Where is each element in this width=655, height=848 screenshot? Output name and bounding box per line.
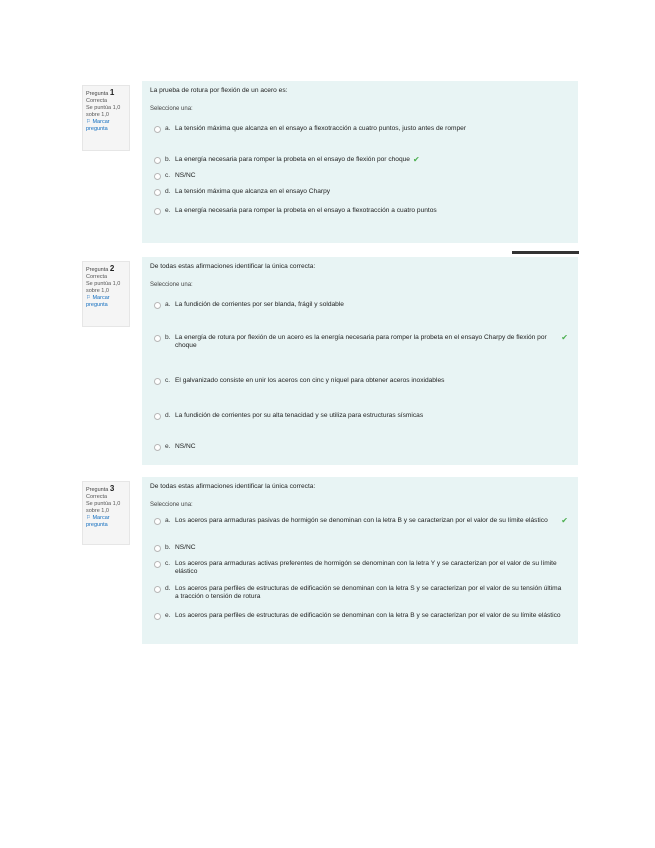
answer-option-b[interactable]: b. NS/NC bbox=[154, 544, 564, 552]
question-info-1 bbox=[82, 85, 130, 151]
answer-option-e[interactable]: e. La energía necesaria para romper la probeta en el ensayo a flexotracción a cuatro puntos bbox=[154, 207, 564, 215]
radio-button[interactable] bbox=[154, 444, 161, 451]
flag-icon: ⚐ bbox=[86, 515, 91, 521]
answer-prompt: Seleccione una: bbox=[150, 282, 193, 288]
answer-prompt: Seleccione una: bbox=[150, 106, 193, 112]
answer-option-d[interactable]: d. La tensión máxima que alcanza en el ensayo Charpy bbox=[154, 188, 564, 196]
radio-button[interactable] bbox=[154, 157, 161, 164]
question-status: Correcta bbox=[86, 98, 108, 104]
flag-icon: ⚐ bbox=[86, 295, 91, 301]
question-number: Pregunta 1 bbox=[86, 88, 115, 97]
answer-option-a[interactable]: a. La tensión máxima que alcanza en el ensayo a flexotracción a cuatro puntos, justo antes de romper bbox=[154, 125, 564, 133]
answer-option-c[interactable]: c. NS/NC bbox=[154, 172, 564, 180]
question-content-2 bbox=[142, 257, 578, 465]
radio-button[interactable] bbox=[154, 173, 161, 180]
question-text: De todas estas afirmaciones identificar la única correcta: bbox=[150, 263, 316, 270]
question-text: La prueba de rotura por flexión de un acero es: bbox=[150, 87, 288, 94]
flag-icon: ⚐ bbox=[86, 119, 91, 125]
question-score: Se puntúa 1,0 sobre 1,0 bbox=[86, 501, 121, 514]
radio-button[interactable] bbox=[154, 378, 161, 385]
check-icon: ✔ bbox=[412, 155, 420, 164]
question-info-2 bbox=[82, 261, 130, 327]
question-score: Se puntúa 1,0 sobre 1,0 bbox=[86, 105, 121, 118]
flag-question-link[interactable]: ⚐ Marcar pregunta bbox=[86, 295, 110, 308]
answer-option-b[interactable]: b. La energía necesaria para romper la probeta en el ensayo de flexión por choque ✔ bbox=[154, 156, 564, 164]
divider bbox=[512, 251, 579, 254]
answer-option-a[interactable]: a. La fundición de corrientes por ser blanda, frágil y soldable bbox=[154, 301, 564, 309]
check-icon: ✔ bbox=[561, 516, 568, 525]
radio-button[interactable] bbox=[154, 518, 161, 525]
answer-option-d[interactable]: d. Los aceros para perfiles de estructuras de edificación se denominan con la letra S y se caracterizan por el valor de su tensión última a tracción o tensión de rotura bbox=[154, 585, 564, 601]
answer-prompt: Seleccione una: bbox=[150, 502, 193, 508]
answer-option-c[interactable]: c. El galvanizado consiste en unir los aceros con cinc y níquel para obtener aceros inoxidables bbox=[154, 377, 564, 385]
question-content-1 bbox=[142, 81, 578, 243]
question-text: De todas estas afirmaciones identificar la única correcta: bbox=[150, 483, 316, 490]
answer-option-e[interactable]: e. Los aceros para perfiles de estructuras de edificación se denominan con la letra B y se caracterizan por el valor de su límite elástico bbox=[154, 612, 564, 620]
radio-button[interactable] bbox=[154, 561, 161, 568]
radio-button[interactable] bbox=[154, 613, 161, 620]
question-info-3 bbox=[82, 481, 130, 545]
question-status: Correcta bbox=[86, 274, 108, 280]
flag-question-link[interactable]: ⚐ Marcar pregunta bbox=[86, 119, 110, 132]
radio-button[interactable] bbox=[154, 208, 161, 215]
answer-option-a[interactable]: a. Los aceros para armaduras pasivas de hormigón se denominan con la letra B y se caracterizan por el valor de su límite elástico ✔ bbox=[154, 517, 564, 525]
check-icon: ✔ bbox=[561, 333, 568, 342]
radio-button[interactable] bbox=[154, 586, 161, 593]
answer-option-e[interactable]: e. NS/NC bbox=[154, 443, 564, 451]
question-status: Correcta bbox=[86, 494, 108, 500]
flag-question-link[interactable]: ⚐ Marcar pregunta bbox=[86, 515, 110, 528]
radio-button[interactable] bbox=[154, 126, 161, 133]
radio-button[interactable] bbox=[154, 189, 161, 196]
radio-button[interactable] bbox=[154, 413, 161, 420]
answer-option-d[interactable]: d. La fundición de corrientes por su alta tenacidad y se utiliza para estructuras sísmicas bbox=[154, 412, 564, 420]
radio-button[interactable] bbox=[154, 335, 161, 342]
question-content-3 bbox=[142, 477, 578, 644]
radio-button[interactable] bbox=[154, 545, 161, 552]
question-number: Pregunta 2 bbox=[86, 264, 115, 273]
radio-button[interactable] bbox=[154, 302, 161, 309]
answer-option-c[interactable]: c. Los aceros para armaduras activas preferentes de hormigón se denominan con la letra Y y se caracterizan por el valor de su límite elástico bbox=[154, 560, 564, 576]
answer-option-b[interactable]: b. La energía de rotura por flexión de un acero es la energía necesaria para romper la probeta en el ensayo Charpy de flexión por choque ✔ bbox=[154, 334, 564, 350]
question-score: Se puntúa 1,0 sobre 1,0 bbox=[86, 281, 121, 294]
question-number: Pregunta 3 bbox=[86, 484, 115, 493]
